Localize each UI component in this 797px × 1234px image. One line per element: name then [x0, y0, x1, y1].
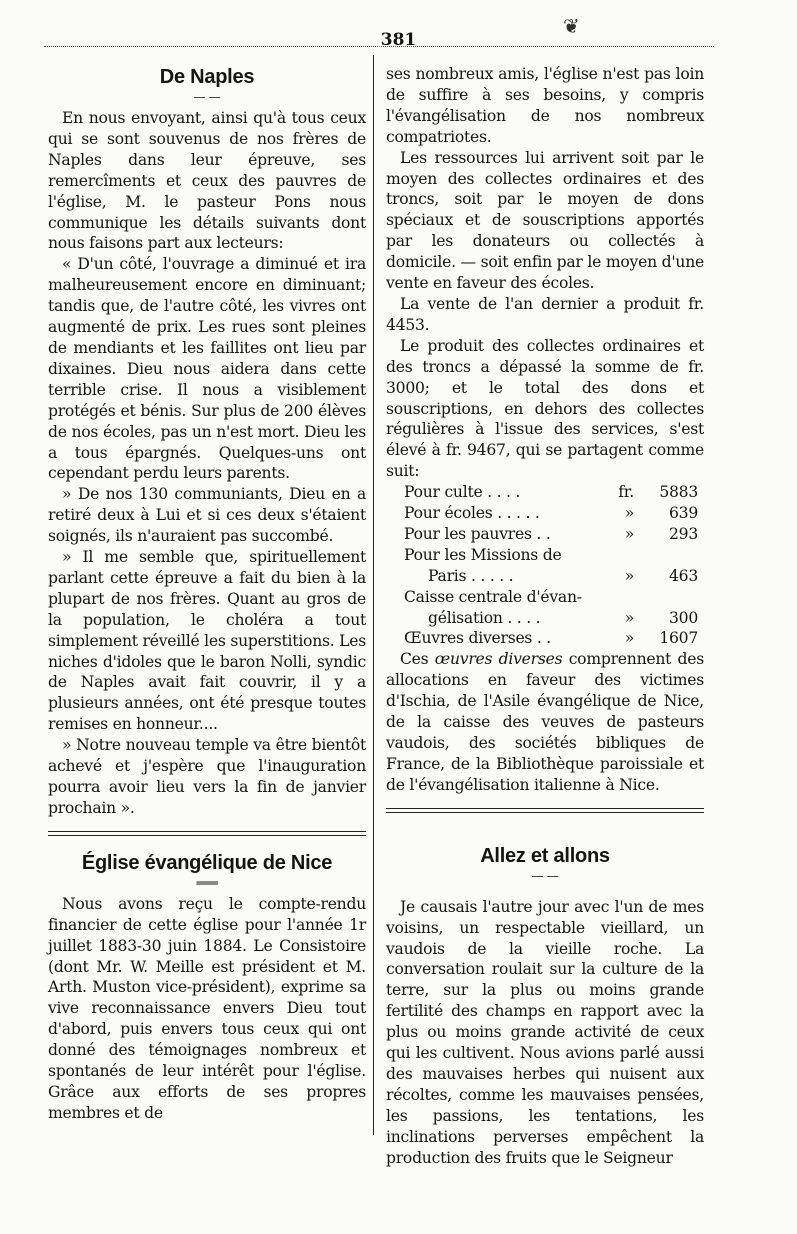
budget-amount: 5883 — [659, 483, 698, 502]
article-title-naples: De Naples — [159, 66, 255, 88]
section-separator — [386, 808, 704, 813]
budget-row — [386, 524, 704, 545]
budget-label: Pour écoles . . . . . — [404, 504, 540, 523]
section-separator — [48, 831, 366, 836]
budget-amount: 300 — [668, 608, 698, 627]
budget-row — [386, 608, 704, 629]
budget-row — [386, 503, 704, 524]
budget-amount — [634, 587, 704, 608]
budget-row — [386, 628, 704, 649]
left-column — [48, 64, 366, 1124]
budget-unit: fr. — [618, 483, 634, 502]
budget-unit: » — [624, 608, 634, 627]
page-number: 381 — [380, 30, 417, 50]
budget-unit: » — [624, 524, 634, 543]
budget-table — [386, 482, 704, 649]
budget-unit: » — [624, 629, 634, 648]
article-title-allez: Allez et allons — [480, 844, 610, 867]
budget-amount — [634, 545, 704, 566]
naples-paragraph: » De nos 130 communiants, Dieu en a retiré deux à Lui et si ces deux s'étaient soignés, ils n'auraient pas succombé. — [48, 485, 366, 546]
budget-label: Pour les pauvres . . — [404, 524, 551, 543]
nice-paragraph: Nous avons reçu le compte-rendu financier de cette église pour l'année 1r juillet 1883-30 juin 1884. Le Consistoire (dont Mr. W. Meille est président et M. Arth. Muston vice-président), exprime sa vive reconnaissance envers Dieu tout d'abord, puis envers tous ceux qui ont donné des témoignages nombreux et spontanés de leur intérêt pour l'église. Grâce aux efforts de ses propres membres et de — [48, 894, 366, 1122]
budget-row — [386, 545, 704, 566]
budget-label: Pour culte . . . . — [404, 483, 521, 502]
budget-unit: » — [624, 504, 634, 523]
budget-row — [386, 566, 704, 587]
right-column — [386, 64, 704, 1169]
budget-label: Pour les Missions de — [404, 545, 562, 564]
budget-label: Œuvres diverses . . — [404, 629, 551, 648]
nice-paragraph: Les ressources lui arrivent soit par le moyen des collectes ordinaires et des troncs, soit par le moyen de dons spéciaux et de souscriptions apportés par les donateurs ou collectés à domicile. — soit enfin par le moyen d'une vente en faveur des écoles. — [386, 148, 704, 293]
title-dash: ═══ — [196, 875, 218, 890]
allez-paragraph: Je causais l'autre jour avec l'un de mes voisins, un respectable vieillard, un vaudois de la vieille roche. La conversation roulait sur la culture de la terre, sur la plus ou moins grande fertilité des champs en rapport avec la plus ou moins grande activité de ceux qui les cultivent. Nous avions parlé aussi des mauvaises herbes qui nuisent aux récoltes, comme les mauvaises pensées, les passions, les tentations, les inclinations perverses empêchent la production des fruits que le Seigneur — [386, 897, 704, 1167]
ornament-icon: ❦ — [563, 14, 580, 38]
nice-closing-paragraph — [386, 649, 704, 795]
budget-unit — [612, 587, 634, 608]
header-rule — [44, 46, 714, 47]
budget-label: Caisse centrale d'évan- — [404, 587, 582, 606]
closing-emphasis: œuvres diverses — [434, 650, 563, 669]
title-dash: — — — [193, 90, 221, 104]
budget-unit: » — [624, 566, 634, 585]
naples-paragraph: « D'un côté, l'ouvrage a diminué et ira malheureusement encore en diminuant; tandis que, de l'autre côté, les vivres ont augmenté de prix. Les rues sont pleines de mendiants et les faillites ont lieu par dixaines. Dieu nous aidera dans cette terrible crise. Il nous a visiblement protégés et bénis. Sur plus de 200 élèves de nos écoles, pas un n'est mort. Dieu les a tous épargnés. Quelques-uns ont cependant perdu leurs parents. — [48, 255, 366, 483]
nice-paragraph: ses nombreux amis, l'église n'est pas loin de suffire à ses besoins, y compris l'évangélisation de nos nombreux compatriotes. — [386, 65, 704, 146]
nice-paragraph: Le produit des collectes ordinaires et des troncs a dépassé la somme de fr. 3000; et le total des dons et souscriptions, en dehors des collectes régulières à l'issue des services, s'est élevé à fr. 9467, qui se partagent comme suit: — [386, 336, 704, 481]
closing-lead: Ces — [400, 650, 429, 669]
article-title-nice: Église évangélique de Nice — [81, 851, 333, 874]
budget-label: Paris . . . . . — [428, 566, 514, 585]
naples-paragraph: » Il me semble que, spirituellement parlant cette épreuve a fait du bien à la plupart de nos frères. Quant au gros de la population, le choléra a tout simplement réveillé les superstitions. Les niches d'idoles que le baron Nolli, syndic de Naples avait fait couvrir, il y a plusieurs années, ont été presque toutes remises en honneur.... — [48, 548, 366, 734]
budget-amount: 293 — [668, 524, 698, 543]
title-dash: — — — [531, 868, 559, 883]
budget-amount: 463 — [668, 566, 698, 585]
budget-amount: 1607 — [659, 629, 698, 648]
naples-paragraph: » Notre nouveau temple va être bientôt achevé et j'espère que l'inauguration pourra avoir lieu vers la fin de janvier prochain ». — [48, 736, 366, 817]
budget-row — [386, 482, 704, 503]
budget-row — [386, 587, 704, 608]
budget-unit — [612, 545, 634, 566]
naples-paragraph: En nous envoyant, ainsi qu'à tous ceux qui se sont souvenus de nos frères de Naples dans leur épreuve, ses remercîments et ceux des pauvres de l'église, M. le pasteur Pons nous communique les détails suivants dont nous faisons part aux lecteurs: — [48, 109, 366, 253]
column-divider — [373, 55, 374, 1135]
closing-rest: comprennent des allocations en faveur des victimes d'Ischia, de l'Asile évangélique de Nice, de la caisse des veuves de pasteurs vaudois, des sociétés bibliques de France, de la Bibliothèque paroissiale et de l'évangélisation italienne à Nice. — [386, 650, 704, 794]
budget-amount: 639 — [668, 504, 698, 523]
budget-label: gélisation . . . . — [428, 608, 541, 627]
nice-paragraph: La vente de l'an dernier a produit fr. 4453. — [386, 294, 704, 334]
